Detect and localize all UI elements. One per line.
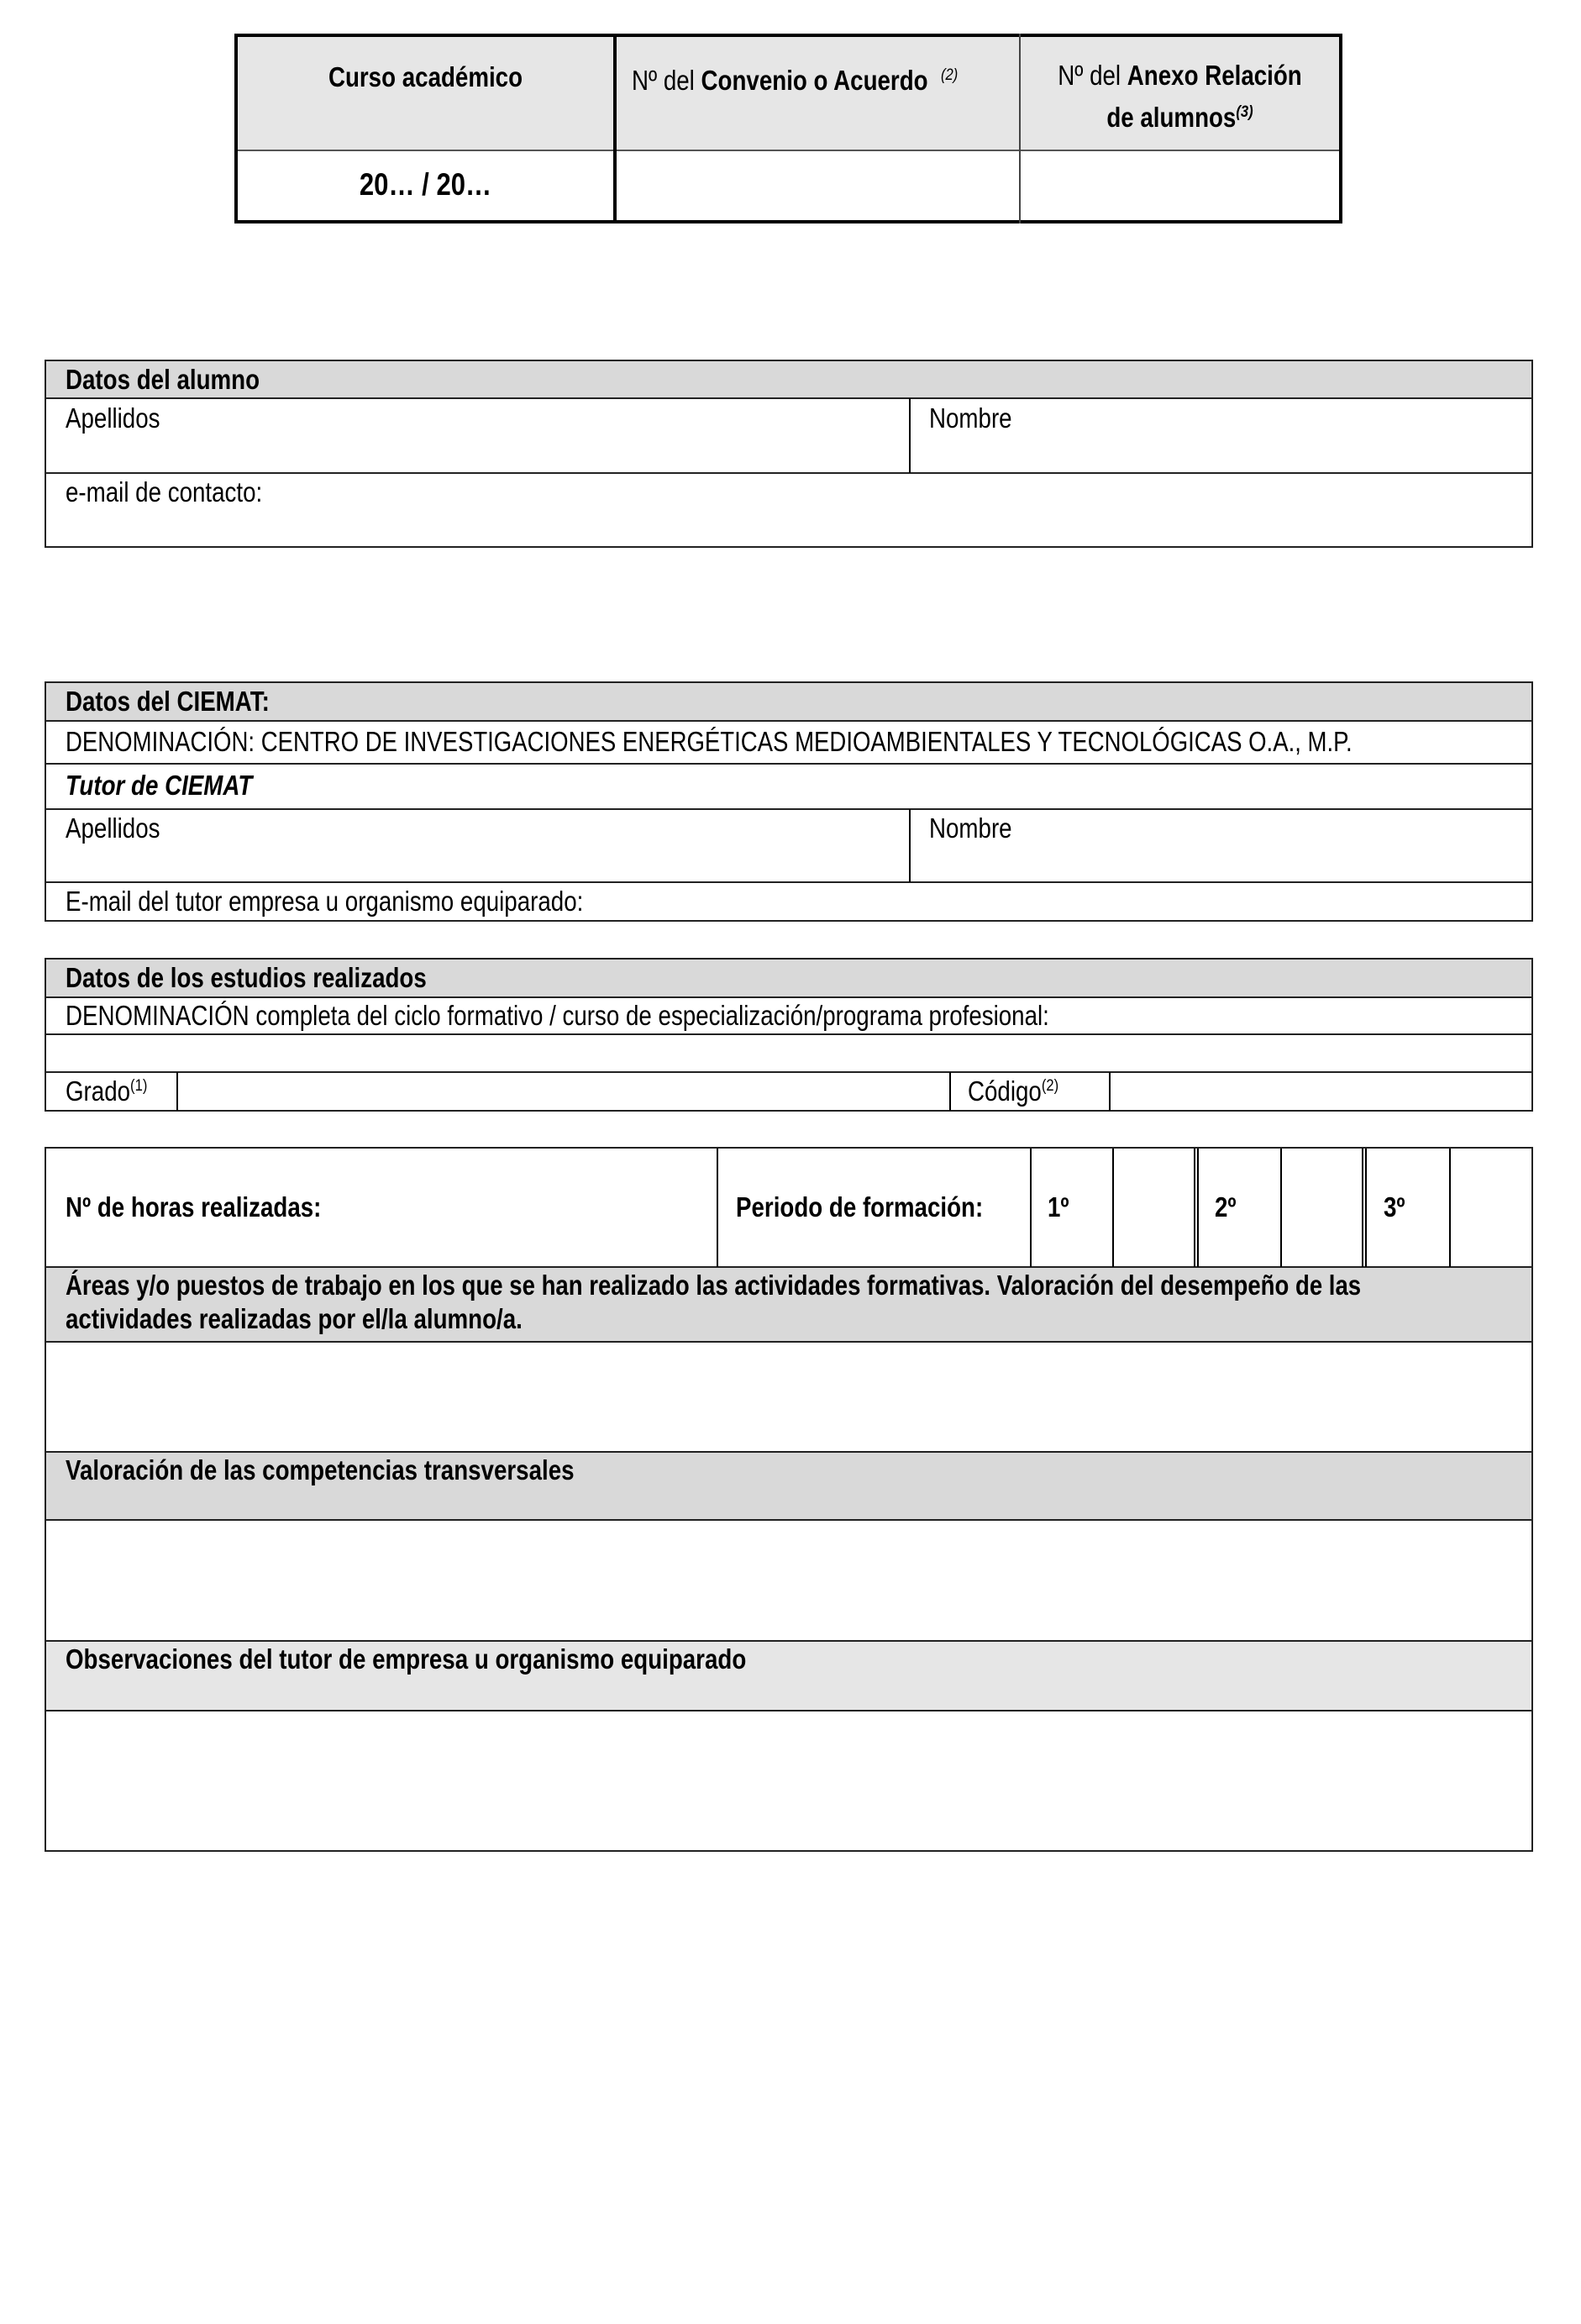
agreement-number-field[interactable] — [617, 151, 1019, 220]
studies-section-title: Datos de los estudios realizados — [66, 962, 427, 993]
annex-prefix: Nº del — [1058, 60, 1127, 91]
ciemat-section-title: Datos del CIEMAT: — [66, 686, 270, 717]
grade-label — [66, 1075, 147, 1108]
footnote-ref: (2) — [1041, 1076, 1059, 1095]
areas-title-line1: Áreas y/o puestos de trabajo en los que se han realizado las actividades formativas. Valoración del desempeño de las — [66, 1270, 1362, 1301]
student-section-header — [46, 361, 1531, 397]
divider — [46, 1640, 1531, 1642]
areas-title-line2: actividades realizadas por el/la alumno/a. — [66, 1303, 523, 1334]
divider — [717, 1149, 718, 1267]
divider — [949, 1072, 951, 1111]
divider — [1365, 1149, 1367, 1267]
studies-denomination-label: DENOMINACIÓN completa del ciclo formativo / curso de especialización/programa profesional: — [66, 1000, 1049, 1031]
areas-field[interactable] — [46, 1343, 1531, 1451]
student-email-label: e-mail de contacto: — [66, 476, 263, 507]
tutor-name-field[interactable] — [911, 810, 1531, 881]
period-3-field[interactable] — [1451, 1149, 1531, 1266]
code-label-text: Código — [968, 1075, 1042, 1107]
period-label: Periodo de formación: — [736, 1191, 984, 1222]
course-year-header: Curso académico — [328, 61, 523, 92]
observations-title: Observaciones del tutor de empresa u organismo equiparado — [66, 1643, 747, 1675]
period-1-label: 1º — [1048, 1191, 1069, 1222]
student-name-field[interactable] — [911, 399, 1531, 472]
divider — [1197, 1149, 1199, 1267]
period-3-label: 3º — [1384, 1191, 1405, 1222]
grade-label-text: Grado — [66, 1075, 131, 1107]
divider — [46, 996, 1531, 998]
student-section-title: Datos del alumno — [66, 364, 260, 395]
code-field[interactable] — [1111, 1073, 1531, 1110]
footnote-ref: (2) — [940, 66, 959, 84]
annex-bold-line1: Anexo Relación — [1127, 60, 1302, 91]
grade-field[interactable] — [178, 1073, 949, 1110]
course-year-value[interactable]: 20… / 20… — [359, 167, 492, 202]
footnote-ref: (1) — [130, 1076, 148, 1095]
ciemat-denomination: DENOMINACIÓN: CENTRO DE INVESTIGACIONES ENERGÉTICAS MEDIOAMBIENTALES Y TECNOLÓGICAS O.A., M.P. — [66, 726, 1353, 757]
student-name-label: Nombre — [929, 402, 1012, 434]
competences-title: Valoración de las competencias transversales — [66, 1454, 575, 1485]
tutor-email-field[interactable] — [46, 883, 1531, 920]
code-label — [968, 1075, 1058, 1108]
annex-number-header — [1046, 59, 1313, 92]
annex-bold-line2: de alumnos — [1106, 102, 1237, 133]
competences-field[interactable] — [46, 1521, 1531, 1640]
footnote-ref: (3) — [1236, 103, 1253, 121]
divider — [46, 1451, 1531, 1453]
divider — [46, 1266, 1531, 1268]
annex-number-field[interactable] — [1021, 151, 1339, 220]
divider — [1362, 1149, 1363, 1267]
student-email-field[interactable] — [46, 474, 1531, 546]
student-surname-label: Apellidos — [66, 402, 160, 434]
hours-label: Nº de horas realizadas: — [66, 1191, 322, 1222]
agreement-prefix: Nº del — [632, 65, 701, 96]
period-2-label: 2º — [1215, 1191, 1237, 1222]
annex-number-header-line2 — [1046, 101, 1313, 134]
divider — [46, 720, 1531, 722]
agreement-number-header — [632, 64, 958, 97]
divider — [1194, 1149, 1195, 1267]
ciemat-tutor-title: Tutor de CIEMAT — [66, 770, 253, 801]
tutor-surname-field[interactable] — [46, 810, 908, 881]
period-2-field[interactable] — [1282, 1149, 1362, 1266]
student-surname-field[interactable] — [46, 399, 908, 472]
studies-denomination-field[interactable] — [46, 1035, 1531, 1071]
agreement-bold: Convenio o Acuerdo — [701, 65, 928, 96]
tutor-email-label: E-mail del tutor empresa u organismo equiparado: — [66, 886, 584, 917]
divider — [46, 763, 1531, 765]
observations-field[interactable] — [46, 1711, 1531, 1850]
divider — [1030, 1149, 1032, 1267]
tutor-name-label: Nombre — [929, 812, 1012, 844]
period-1-field[interactable] — [1114, 1149, 1194, 1266]
tutor-surname-label: Apellidos — [66, 812, 160, 844]
